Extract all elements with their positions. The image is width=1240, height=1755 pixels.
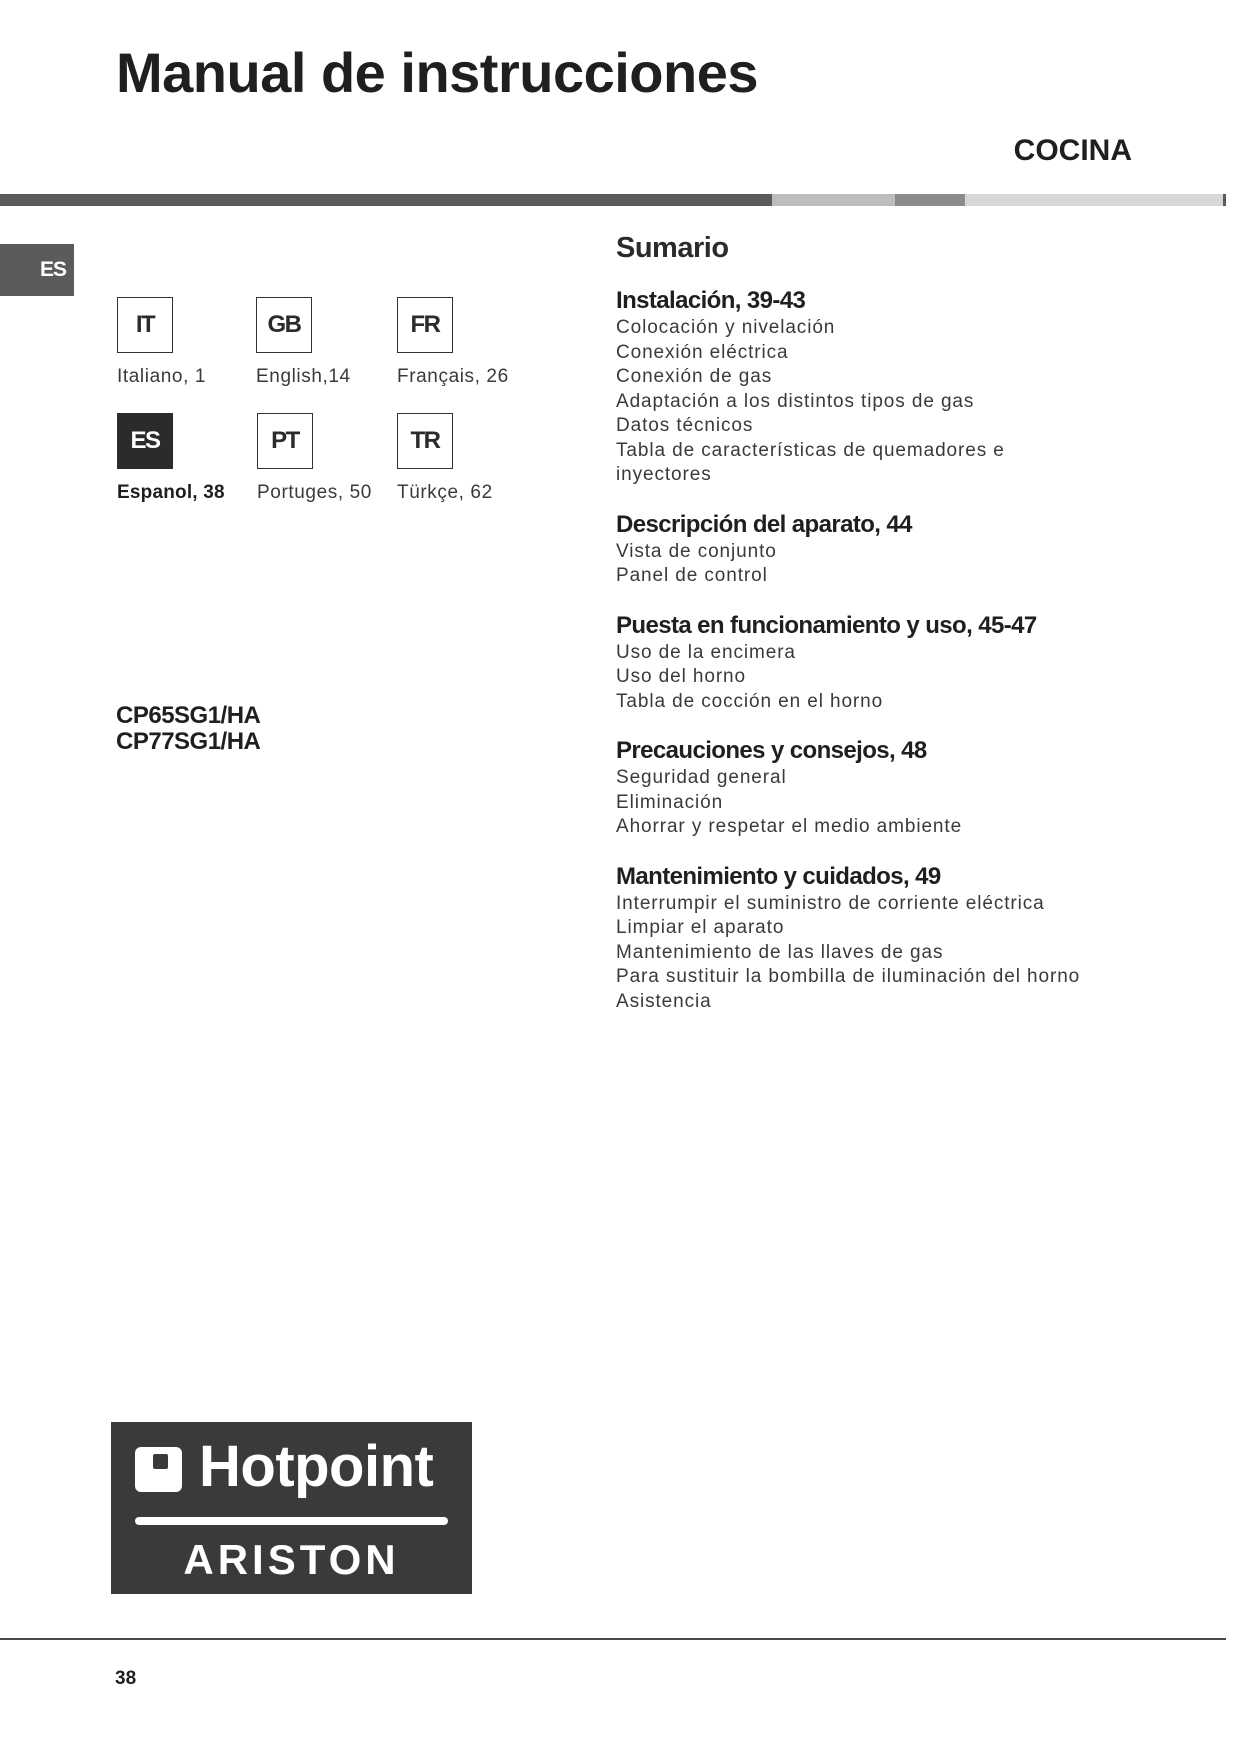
- toc-section-maintenance: [616, 862, 1176, 1015]
- logo-mark-dot: [153, 1454, 168, 1469]
- toc-item[interactable]: Datos técnicos: [616, 415, 754, 436]
- toc-section-description: [616, 510, 1176, 589]
- model-number: CP65SG1/HA: [116, 702, 261, 729]
- header-rule-pale: [965, 194, 1223, 206]
- toc-item[interactable]: Interrumpir el suministro de corriente eléctrica: [616, 892, 1045, 914]
- lang-label-fr[interactable]: Français, 26: [397, 366, 509, 387]
- header-rule-mid: [895, 194, 965, 206]
- toc-item[interactable]: Panel de control: [616, 565, 768, 586]
- lang-box-it[interactable]: IT: [117, 297, 173, 353]
- toc-heading[interactable]: Precauciones y consejos, 48: [616, 737, 927, 764]
- toc-heading[interactable]: Puesta en funcionamiento y uso, 45-47: [616, 611, 1037, 639]
- lang-box-gb[interactable]: GB: [256, 297, 312, 353]
- toc-item[interactable]: Adaptación a los distintos tipos de gas: [616, 390, 975, 412]
- toc-item[interactable]: Uso del horno: [616, 666, 746, 687]
- toc-item[interactable]: Uso de la encimera: [616, 641, 796, 663]
- lang-box-tr[interactable]: TR: [397, 413, 453, 469]
- toc-section-precautions: [616, 736, 1176, 840]
- lang-label-pt[interactable]: Portuges, 50: [257, 482, 372, 503]
- toc-item[interactable]: Eliminación: [616, 791, 724, 813]
- page-number: 38: [115, 1668, 137, 1689]
- toc-item[interactable]: Para sustituir la bombilla de iluminación del horno: [616, 966, 1081, 987]
- toc-item[interactable]: Conexión de gas: [616, 366, 773, 387]
- lang-label-tr[interactable]: Türkçe, 62: [397, 482, 493, 503]
- toc-section-operation: [616, 611, 1176, 715]
- lang-box-pt[interactable]: PT: [257, 413, 313, 469]
- logo-mark-icon: [135, 1447, 182, 1492]
- lang-label-es[interactable]: Espanol, 38: [117, 482, 225, 503]
- toc-item[interactable]: Mantenimiento de las llaves de gas: [616, 941, 944, 963]
- lang-label-it[interactable]: Italiano, 1: [117, 366, 206, 387]
- logo-wordmark-bottom: ARISTON: [183, 1536, 400, 1583]
- table-of-contents: [616, 286, 1176, 1036]
- header-rule-light: [772, 194, 895, 206]
- toc-item[interactable]: Tabla de cocción en el horno: [616, 690, 884, 712]
- toc-heading[interactable]: Mantenimiento y cuidados, 49: [616, 862, 941, 890]
- toc-item[interactable]: Colocación y nivelación: [616, 317, 836, 338]
- toc-heading[interactable]: Instalación, 39-43: [616, 287, 806, 314]
- toc-item[interactable]: Asistencia: [616, 990, 712, 1012]
- lang-label-gb[interactable]: English,14: [256, 366, 351, 387]
- footer-rule: [0, 1638, 1226, 1640]
- toc-item[interactable]: Vista de conjunto: [616, 540, 777, 562]
- toc-item[interactable]: Limpiar el aparato: [616, 917, 785, 938]
- toc-item[interactable]: Ahorrar y respetar el medio ambiente: [616, 816, 963, 837]
- logo-divider: [135, 1517, 448, 1525]
- logo-wordmark-top: Hotpoint: [199, 1434, 434, 1499]
- header-rule-dark: [0, 194, 772, 206]
- toc-section-installation: [616, 286, 1176, 488]
- category-label: COCINA: [1013, 134, 1132, 167]
- toc-item[interactable]: Seguridad general: [616, 767, 787, 788]
- toc-heading[interactable]: Descripción del aparato, 44: [616, 510, 912, 538]
- summary-title: Sumario: [616, 232, 729, 264]
- language-side-tab: ES: [0, 244, 74, 296]
- brand-logo: [111, 1422, 472, 1594]
- toc-item[interactable]: Tabla de características de quemadores e inyectores: [616, 439, 1005, 485]
- page-title: Manual de instrucciones: [116, 41, 758, 104]
- toc-item[interactable]: Conexión eléctrica: [616, 341, 789, 363]
- model-number: CP77SG1/HA: [116, 728, 261, 755]
- lang-box-es[interactable]: ES: [117, 413, 173, 469]
- lang-box-fr[interactable]: FR: [397, 297, 453, 353]
- header-rule-end: [1223, 194, 1226, 206]
